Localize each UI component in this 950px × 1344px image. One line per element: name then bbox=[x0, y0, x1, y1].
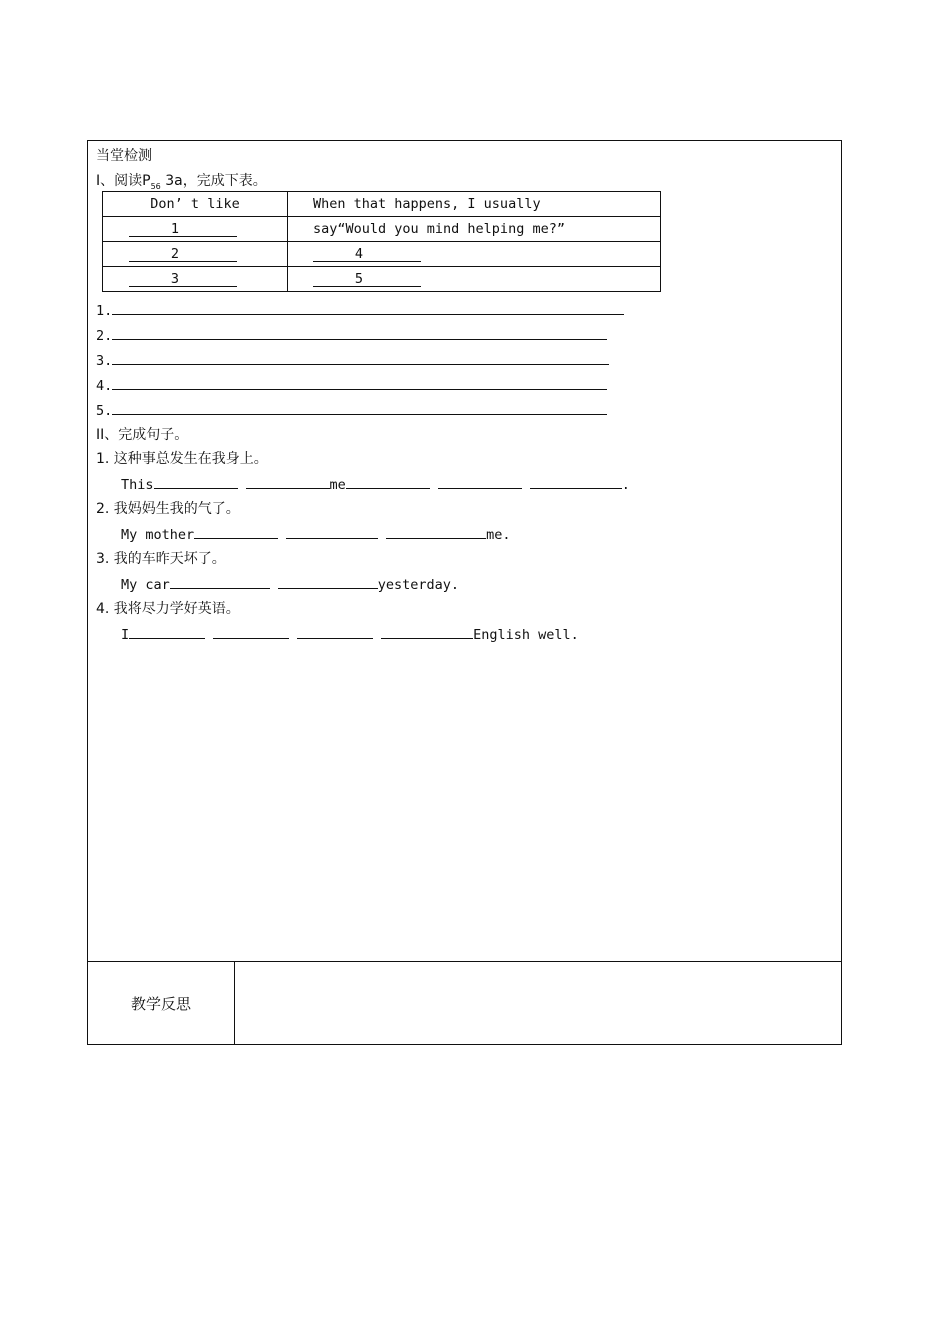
answer-line-4[interactable]: 4. bbox=[96, 375, 607, 394]
sentence-1-chinese: 1. 这种事总发生在我身上。 bbox=[96, 451, 268, 467]
sentence-3-chinese: 3. 我的车昨天坏了。 bbox=[96, 551, 226, 567]
sentence-4-english: I English well. bbox=[121, 624, 579, 643]
reading-table bbox=[102, 191, 661, 292]
answer-line-1[interactable]: 1. bbox=[96, 300, 624, 319]
sentence-2-chinese: 2. 我妈妈生我的气了。 bbox=[96, 501, 240, 517]
reflection-label: 教学反思 bbox=[88, 962, 235, 1044]
table-header-row bbox=[103, 192, 661, 217]
blank-4[interactable]: 4 bbox=[313, 247, 421, 262]
in-class-test-section bbox=[88, 141, 841, 963]
part2-heading: II、完成句子。 bbox=[96, 427, 189, 443]
table-row bbox=[103, 267, 661, 292]
table-header-dont-like: Don’ t like bbox=[103, 192, 288, 217]
sentence-2-english: My mother me. bbox=[121, 524, 511, 543]
sentence-1-english: This me . bbox=[121, 474, 630, 493]
lesson-frame bbox=[87, 140, 842, 1045]
blank-1[interactable]: 1 bbox=[129, 222, 237, 237]
part1-heading: I、阅读$P_{56}$ 3a，完成下表。 bbox=[96, 173, 267, 191]
blank-3[interactable]: 3 bbox=[129, 272, 237, 287]
table-cell-say: say“Would you mind helping me?” bbox=[288, 217, 661, 242]
reflection-content-area[interactable] bbox=[236, 962, 841, 1044]
table-row bbox=[103, 242, 661, 267]
answer-line-3[interactable]: 3. bbox=[96, 350, 609, 369]
sentence-4-chinese: 4. 我将尽力学好英语。 bbox=[96, 601, 240, 617]
reflection-section bbox=[88, 961, 841, 1044]
sentence-3-english: My car yesterday. bbox=[121, 574, 459, 593]
blank-5[interactable]: 5 bbox=[313, 272, 421, 287]
answer-line-5[interactable]: 5. bbox=[96, 400, 607, 419]
section-title: 当堂检测 bbox=[96, 148, 152, 164]
blank-2[interactable]: 2 bbox=[129, 247, 237, 262]
table-row bbox=[103, 217, 661, 242]
table-header-usually: When that happens, I usually bbox=[288, 192, 661, 217]
answer-line-2[interactable]: 2. bbox=[96, 325, 607, 344]
